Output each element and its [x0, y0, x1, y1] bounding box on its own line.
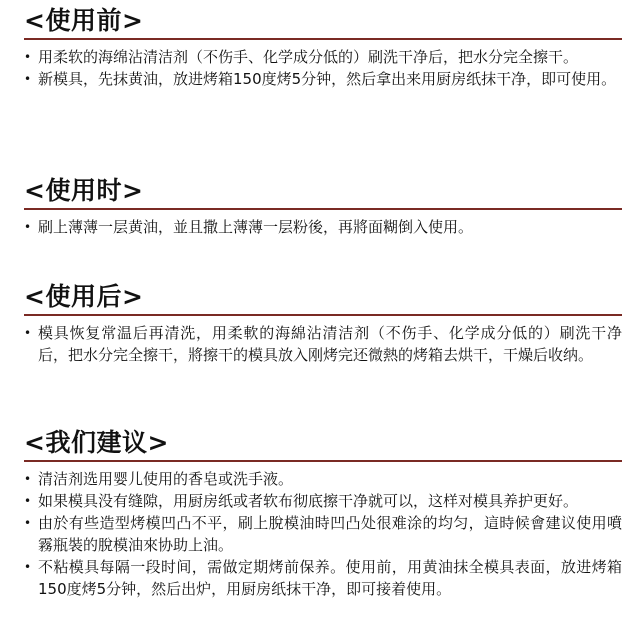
section-divider	[24, 314, 622, 316]
list-item	[24, 490, 622, 512]
bullet-icon: •	[24, 220, 32, 234]
section-before-use	[24, 6, 622, 90]
list-item	[24, 468, 622, 490]
bullet-icon: •	[24, 494, 32, 508]
list-item-text: 刷上薄薄一层黄油，並且撒上薄薄一层粉後，再將面糊倒入使用。	[38, 218, 474, 236]
bullet-icon: •	[24, 50, 32, 64]
bullet-icon: •	[24, 326, 32, 340]
list-item-text: 由於有些造型烤模凹凸不平，刷上脫模油時凹凸处很难涂的均匀，這時候會建议使用噴霧瓶裝的脫模油來协助上油。	[38, 514, 622, 554]
bullet-list	[24, 322, 622, 366]
bullet-icon: •	[24, 516, 32, 530]
section-after-use	[24, 282, 622, 366]
section-divider	[24, 460, 622, 462]
bullet-icon: •	[24, 472, 32, 486]
bullet-icon: •	[24, 72, 32, 86]
list-item-text: 如果模具没有缝隙，用厨房纸或者软布彻底擦干净就可以，这样对模具养护更好。	[38, 492, 579, 510]
list-item	[24, 46, 622, 68]
section-recommendations	[24, 428, 622, 600]
bullet-list	[24, 468, 622, 600]
list-item-text: 清洁剂选用婴儿使用的香皂或洗手液。	[38, 470, 294, 488]
section-divider	[24, 38, 622, 40]
list-item-text: 新模具，先抹黄油，放进烤箱150度烤5分钟，然后拿出来用厨房纸抹干净，即可使用。	[38, 70, 617, 88]
bullet-list	[24, 46, 622, 90]
list-item-text: 模具恢复常温后再清洗，用柔軟的海綿沾清洁剂（不伤手、化学成分低的）刷洗干净后，把水分完全擦干，將擦干的模具放入刚烤完还微熱的烤箱去烘干，干燥后收纳。	[38, 324, 622, 364]
bullet-list	[24, 216, 622, 238]
list-item	[24, 68, 622, 90]
section-title: <使用时>	[24, 176, 144, 205]
section-title: <使用后>	[24, 282, 144, 311]
list-item	[24, 556, 622, 600]
list-item	[24, 216, 622, 238]
list-item	[24, 322, 622, 366]
section-title: <我们建议>	[24, 428, 169, 457]
section-title: <使用前>	[24, 6, 144, 35]
list-item	[24, 512, 622, 556]
section-divider	[24, 208, 622, 210]
list-item-text: 用柔软的海绵沾清洁剂（不伤手、化学成分低的）刷洗干净后，把水分完全擦干。	[38, 48, 579, 66]
bullet-icon: •	[24, 560, 32, 574]
section-during-use	[24, 176, 622, 238]
list-item-text: 不粘模具每隔一段时间，需做定期烤前保养。使用前，用黄油抹全模具表面，放进烤箱150度烤5分钟，然后出炉，用厨房纸抹干净，即可接着使用。	[38, 558, 622, 598]
